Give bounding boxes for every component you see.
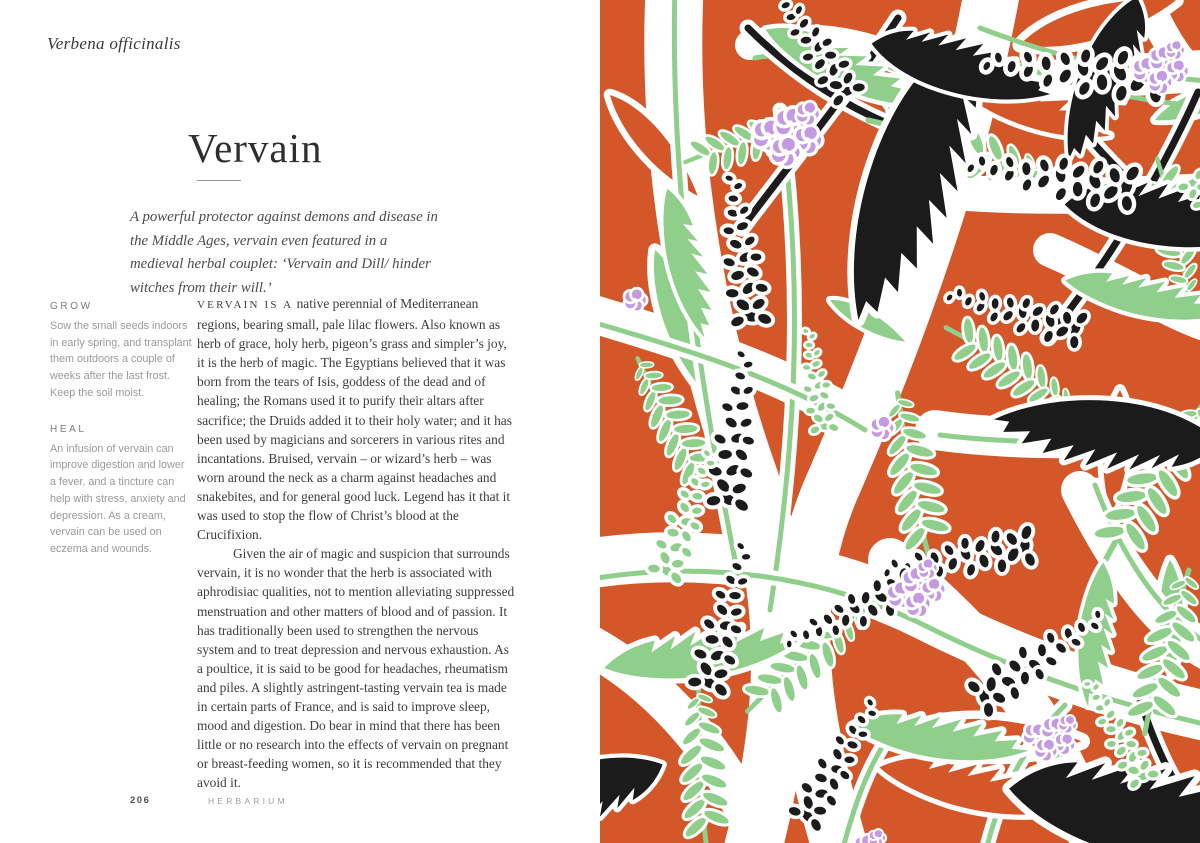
intro-paragraph: A powerful protector against demons and disease in the Middle Ages, vervain even featured in a medieval herbal couplet: ‘Vervain and Dill/ hinder witches from their will.’ xyxy=(130,209,438,297)
main-text xyxy=(197,294,515,792)
grow-section xyxy=(50,301,192,402)
paragraph-1 xyxy=(197,294,515,544)
title-divider xyxy=(197,180,241,181)
paragraph-2: Given the air of magic and suspicion that surrounds vervain, it is no wonder that the herb is associated with aphrodisiac qualities, not to mention alleviating suppressed menstruation and other matters of blood and of passion. It has traditionally been used to strengthen the nervous system and to treat depression and nervous exhaustion. As a poultice, it is said to be good for headaches, rheumatism and piles. A slightly astringent-tasting vervain tea is made in certain parts of France, and is said to improve sleep, mood and digestion. Do bear in mind that there has been little or no research into the effects of vervain on pregnant or breast-feeding women, so it is recommended that they avoid it. xyxy=(197,546,515,791)
heal-text: An infusion of vervain can improve digestion and lower a fever, and a tincture can help with stress, anxiety and depression. As a cream, vervain can be used on eczema and wounds. xyxy=(50,442,186,556)
grow-text: Sow the small seeds indoors in early spring, and transplant them outdoors a couple of weeks after the last frost. Keep the soil moist. xyxy=(50,320,192,399)
species-name: Verbena officinalis xyxy=(47,34,181,53)
sidebar xyxy=(50,301,192,558)
heal-section xyxy=(50,424,192,558)
paragraph-1-text: native perennial of Mediterranean regions, bearing small, pale lilac flowers. Also known as herb of grace, holy herb, pigeon’s grass and simpler’s joy, it is the herb of magic. The Egyptians believed that it was born from the tears of Isis, goddess of the dead and of healing; the Romans used it to purify their altars after sacrifice; the Druids added it to their holy water; and it has been used by magicians and sorcerers in various rites and incantations. Bruised, vervain – or wizard’s herb – was worn around the neck as a charm against headaches and snakebites, and for general good luck. Legend has it that it was used to stop the flow of Christ’s blood at the Crucifixion. xyxy=(197,296,512,543)
lead-smallcaps: VERVAIN IS A xyxy=(197,299,294,311)
vervain-pattern-illustration xyxy=(600,0,1200,843)
heal-heading: HEAL xyxy=(50,423,87,435)
page-number: 206 xyxy=(130,795,151,806)
page-title: Vervain xyxy=(188,125,323,171)
grow-heading: GROW xyxy=(50,301,93,312)
illustration-page xyxy=(600,0,1200,843)
book-title: HERBARIUM xyxy=(208,796,288,806)
